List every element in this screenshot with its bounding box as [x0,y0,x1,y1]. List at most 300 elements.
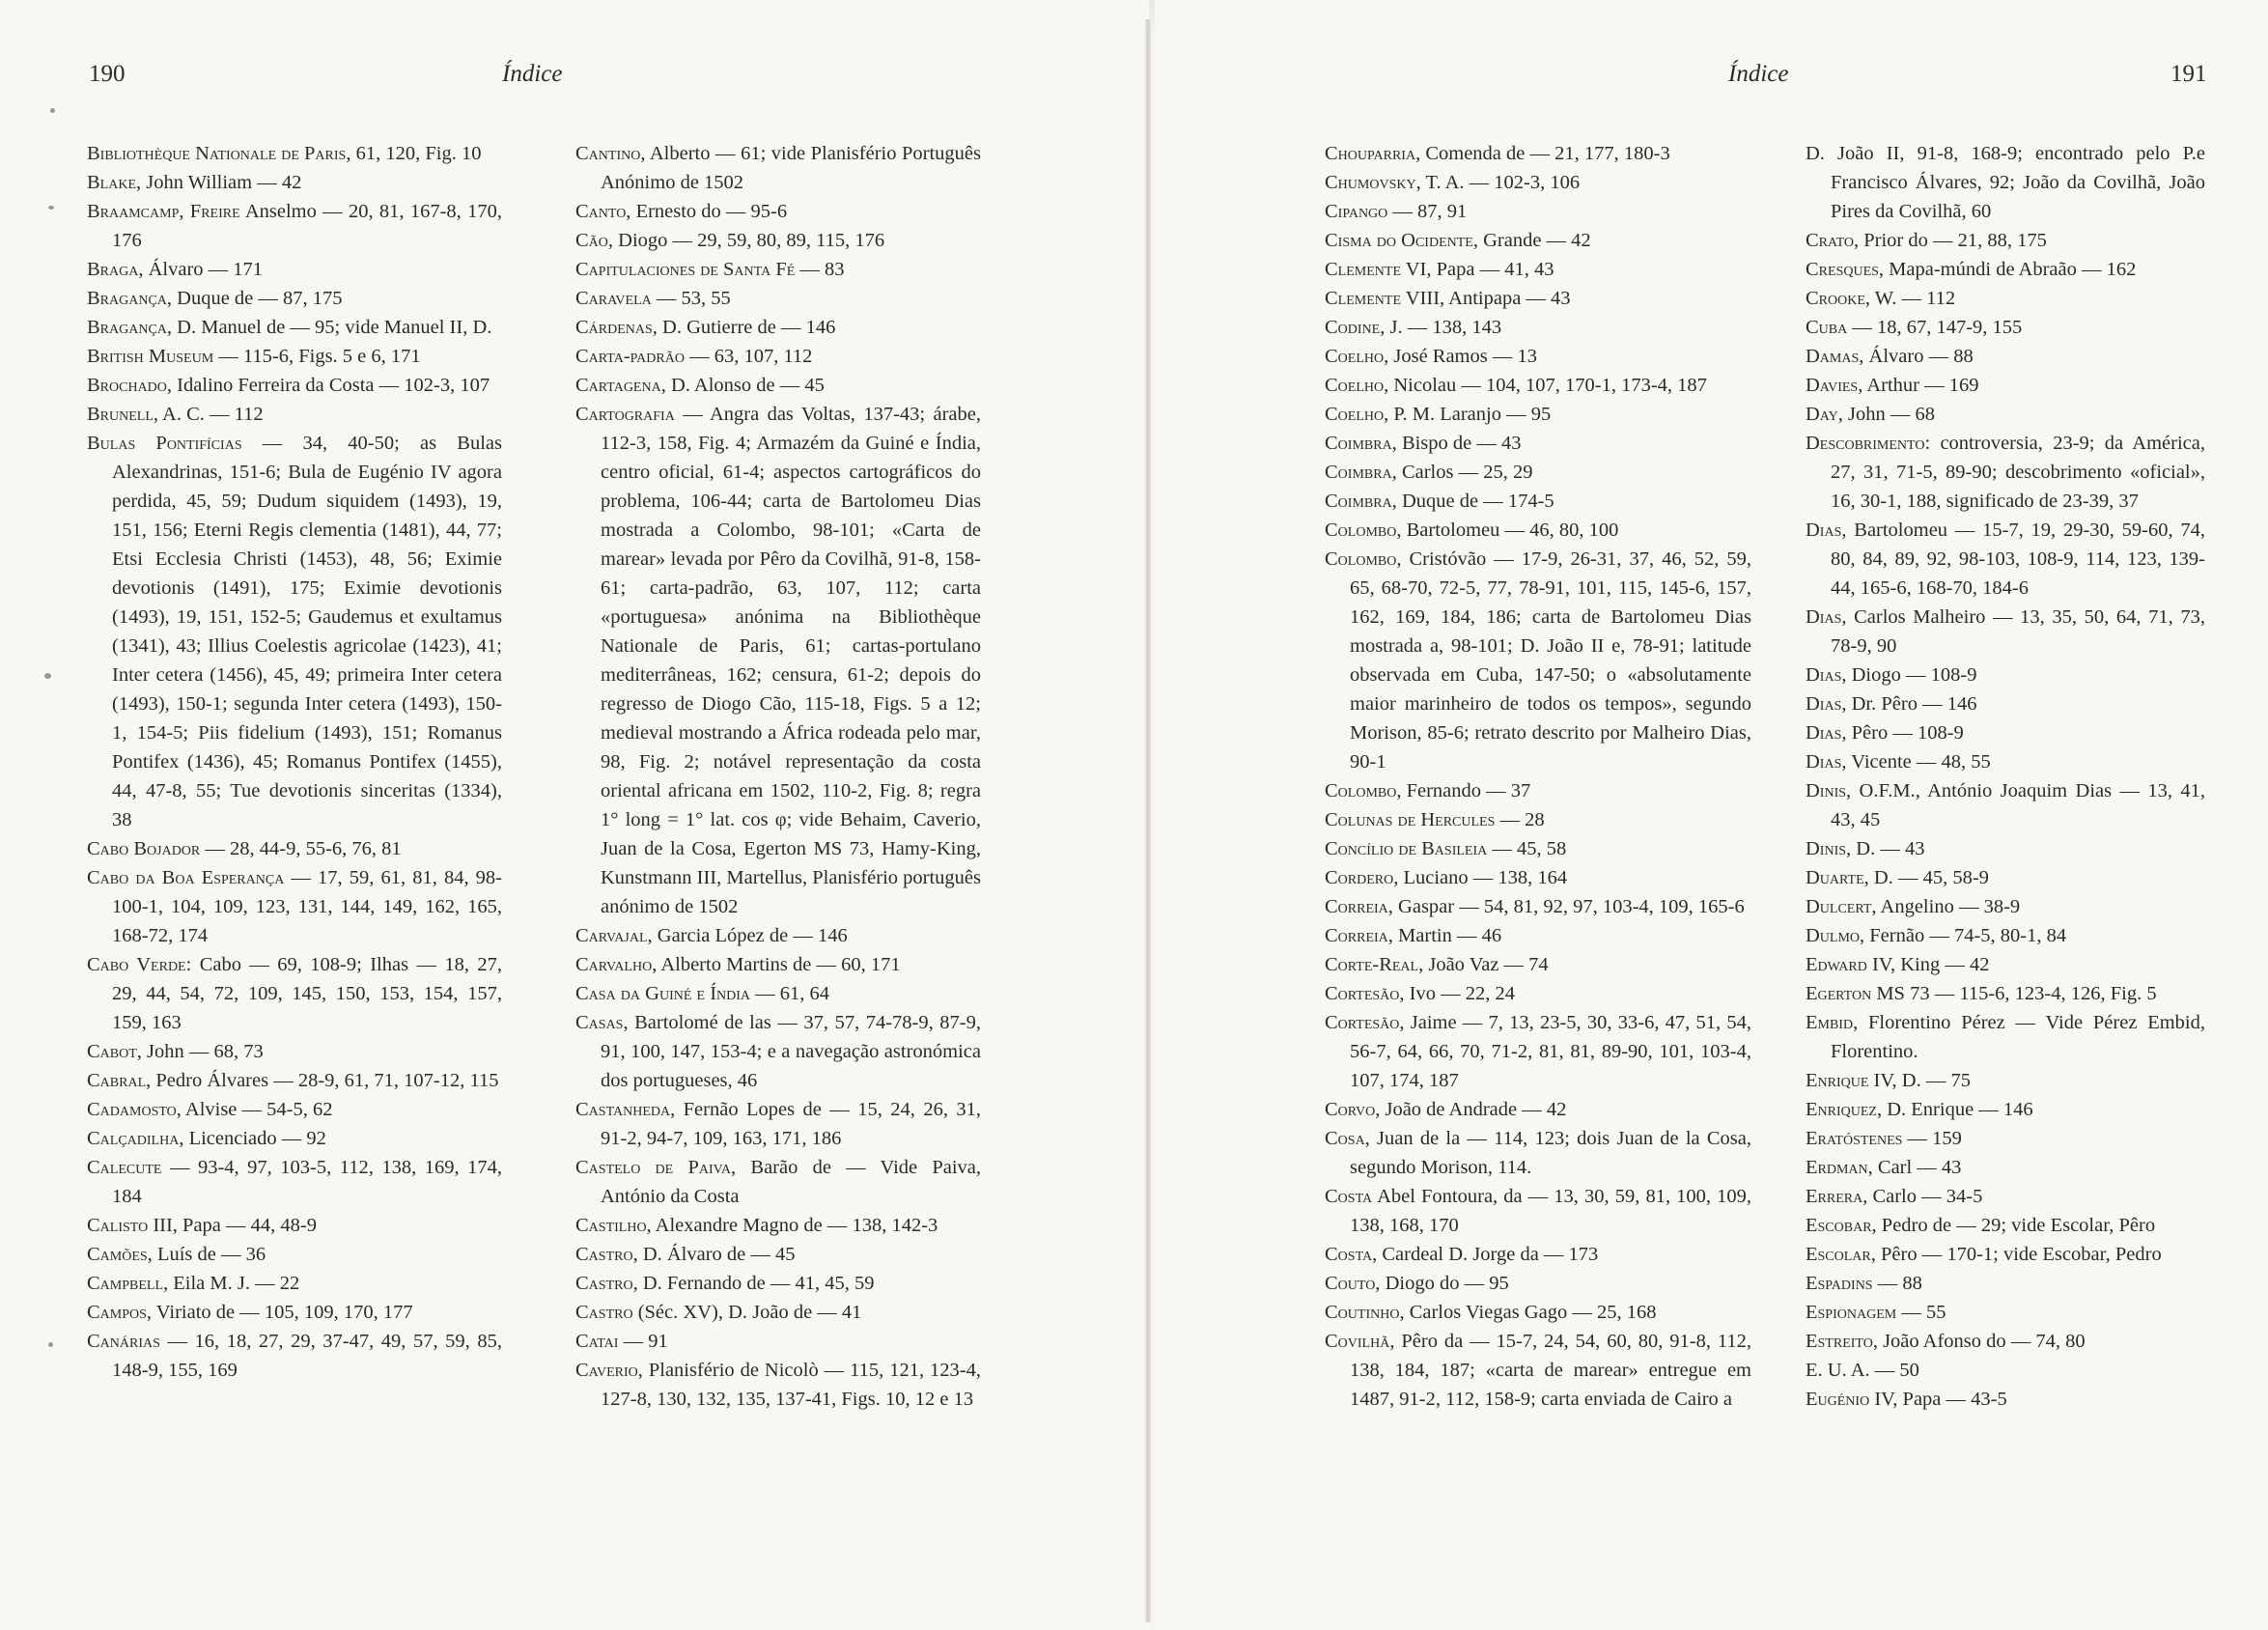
index-references: D. Alonso de — 45 [665,375,825,396]
index-heading: Day, [1806,404,1843,425]
index-references: Cabo — 69, 108-9; Ilhas — 18, 27, 29, 44, 54, 72, 109, 145, 150, 153, 154, 157, 159, 163 [112,954,502,1033]
index-heading: Campos, [87,1302,153,1323]
index-heading: Davies, [1806,375,1863,396]
index-heading: Bibliothèque Nationale de Paris, [87,143,351,164]
index-references: Pedro de — 29; vide Escolar, Pêro [1876,1215,2156,1236]
index-references: Angelino — 38-9 [1876,896,2021,917]
index-entry [1806,1182,2205,1211]
index-references: Álvaro — 171 [143,259,264,280]
index-entry [87,1066,502,1095]
index-entry [1806,1298,2205,1327]
index-references: Idalino Ferreira da Costa — 102-3, 107 [172,375,490,396]
index-entry [87,1269,502,1298]
index-heading: Castro, [575,1273,638,1294]
index-references: W. — 112 [1870,288,1956,309]
index-references: IV, D. — 75 [1868,1070,1971,1091]
index-heading: Dias, [1806,722,1847,744]
index-references: — 159 [1902,1128,1962,1149]
index-heading: Coelho, [1325,346,1389,367]
index-references: T. A. — 102-3, 106 [1420,172,1581,193]
index-entry [1325,1240,1751,1269]
index-heading: Cuba [1806,317,1848,338]
index-references: Planisfério de Nicolò — 115, 121, 123-4, 127-8, 130, 132, 135, 137-41, Figs. 10, 12 e 13 [601,1360,981,1410]
index-heading: Brochado, [87,375,173,396]
index-references: — 28, 44-9, 55-6, 76, 81 [200,838,402,859]
index-heading: Coutinho, [1325,1302,1405,1323]
index-entry [1325,863,1751,892]
index-heading: Colombo, [1325,548,1402,570]
index-entry [1806,1008,2205,1066]
index-entry [87,168,502,197]
index-references: Dr. Pêro — 146 [1846,693,1977,715]
index-heading: Coimbra, [1325,491,1397,512]
index-heading: Campbell, [87,1273,169,1294]
index-references: Carlo — 34-5 [1867,1186,1983,1207]
index-entry [1806,834,2205,863]
index-references: Pêro — 108-9 [1846,722,1964,744]
index-entry [1806,921,2205,950]
index-references: (Séc. XV), D. João de — 41 [632,1302,862,1323]
index-references: P. M. Laranjo — 95 [1388,404,1552,425]
index-heading: Concílio de Basileia [1325,838,1488,859]
index-heading: Dinis, [1806,780,1852,801]
index-entry [575,371,981,400]
index-entry [1806,342,2205,371]
index-entry [1806,255,2205,284]
index-heading: Coimbra, [1325,462,1397,483]
index-references: João de Andrade — 42 [1380,1099,1567,1120]
index-heading: Edward [1806,954,1867,975]
index-references: Juan de la — 114, 123; dois Juan de la Cosa, segundo Morison, 114. [1350,1128,1751,1178]
index-references: MS 73 — 115-6, 123-4, 126, Fig. 5 [1871,983,2157,1004]
index-heading: Bulas Pontifícias [87,433,242,454]
index-entry [1325,371,1751,400]
index-entry [575,979,981,1008]
index-references: — 115-6, Figs. 5 e 6, 171 [213,346,421,367]
index-entry [1806,747,2205,776]
index-heading: Espionagem [1806,1302,1897,1323]
index-references: O.F.M., António Joaquim Dias — 13, 41, 43, 45 [1831,780,2205,830]
index-references: Ernesto do — 95-6 [630,201,788,222]
index-entry [87,1037,502,1066]
index-entry [575,921,981,950]
index-references: IV, King — 42 [1866,954,1990,975]
index-entry [1806,1095,2205,1124]
index-entry [575,1240,981,1269]
index-references: Mapa-múndi de Abraão — 162 [1884,259,2137,280]
index-references: Carl — 43 [1872,1157,1962,1178]
index-entry [1325,834,1751,863]
index-references: Alvise — 54-5, 62 [181,1099,333,1120]
index-entry [1806,1356,2205,1385]
index-entry [1325,979,1751,1008]
index-entry [1325,168,1751,197]
index-entry [1325,805,1751,834]
index-heading: Braga, [87,259,144,280]
index-entry [87,255,502,284]
index-heading: Caravela [575,288,652,309]
index-references: Viriato de — 105, 109, 170, 177 [152,1302,413,1323]
index-heading: Couto, [1325,1273,1381,1294]
index-references: Martin — 46 [1392,925,1502,946]
index-references: Prior do — 21, 88, 175 [1859,230,2047,251]
index-heading: Cordero, [1325,867,1399,888]
index-heading: Colombo, [1325,520,1402,541]
index-heading: Covilhã, [1325,1331,1395,1352]
index-references: — 83 [795,259,845,280]
index-heading: Casas, [575,1012,629,1033]
index-column-2 [575,139,981,1414]
index-entry [1325,429,1751,458]
index-entry [1325,1124,1751,1182]
index-heading: Castanheda, [575,1099,676,1120]
index-entry [1325,545,1751,776]
index-references: D. Álvaro de — 45 [637,1244,796,1265]
index-entry [87,1240,502,1269]
index-entry [575,1327,981,1356]
index-heading: Coelho, [1325,404,1389,425]
index-heading: Dulcert, [1806,896,1877,917]
index-entry [575,197,981,226]
index-heading: Chouparria, [1325,143,1421,164]
book-gutter [1145,19,1151,1622]
index-heading: Cão, [575,230,614,251]
index-references: — 34, 40-50; as Bulas Alexandrinas, 151-6; Bula de Eugénio IV agora perdida, 45, 59; Dudum siquidem (1493), 19, 151, 156; Eterni Regis clementia (1481), 44, 77; Etsi Ecclesia Christi (1453), 48, 56; Eximie devotionis (1491), 175; Eximie devotionis (1493), 19, 151, 152-5; Gaudemus et exultamus (1341), 43; Illius Coelestis agricolae (1423), 41; Inter cetera (1456), 45, 49; primeira Inter cetera (1493), 150-1; segunda Inter cetera (1493), 150-1, 154-5; Piis fidelium (1493), 151; Romanus Pontifex (1436), 45; Romanus Pontifex (1455), 44, 47-8, 55; Tue devotionis sinceritas (1334), 38 [112,433,502,830]
index-entry [87,313,502,342]
scan-speck [44,673,51,679]
index-heading: Capitulaciones de Santa Fé [575,259,796,280]
index-entry [1806,139,2205,226]
index-references: Eila M. J. — 22 [168,1273,300,1294]
index-heading: Damas, [1806,346,1864,367]
index-references: D. Enrique — 146 [1882,1099,2033,1120]
index-entry [575,226,981,255]
index-references: — 18, 67, 147-9, 155 [1847,317,2023,338]
index-heading: Blake, [87,172,142,193]
index-entry [1806,284,2205,313]
index-references: Diogo do — 95 [1380,1273,1509,1294]
index-entry [1806,371,2205,400]
index-references: VI, Papa — 41, 43 [1401,259,1554,280]
index-entry [575,255,981,284]
index-references: VIII, Antipapa — 43 [1401,288,1571,309]
index-heading: Crooke, [1806,288,1871,309]
index-entry [1806,1269,2205,1298]
index-references: Cardeal D. Jorge da — 173 [1377,1244,1599,1265]
index-heading: Cartografia [575,404,675,425]
index-heading: Canárias [87,1331,160,1352]
index-entry [1325,226,1751,255]
index-entry [575,1356,981,1414]
index-entry [1325,950,1751,979]
index-heading: Escobar, [1806,1215,1877,1236]
index-heading: Dias, [1806,664,1847,686]
index-entry [1325,1298,1751,1327]
index-references: Duque de — 87, 175 [172,288,343,309]
index-heading: Bragança, [87,317,173,338]
index-heading: Coimbra, [1325,433,1397,454]
index-heading: Cortesão, [1325,983,1405,1004]
index-references: J. — 138, 143 [1385,317,1502,338]
index-heading: Caverio, [575,1360,643,1381]
index-heading: Corvo, [1325,1099,1381,1120]
index-heading: Cabot, [87,1041,142,1062]
index-references: Cristóvão — 17-9, 26-31, 37, 46, 52, 59, 65, 68-70, 72-5, 77, 78-91, 101, 115, 145-6, 157, 162, 169, 184, 186; carta de Bartolomeu Dias mostrada a, 98-101; D. João II e, 78-91; latitude observada em Cuba, 147-50; o «absolutamente maior marinheiro de todos os tempos», segundo Morison, 85-6; retrato descrito por Malheiro Dias, 90-1 [1350,548,1751,773]
index-heading: British Museum [87,346,214,367]
index-references: — 93-4, 97, 103-5, 112, 138, 169, 174, 184 [112,1157,502,1207]
index-entry [575,1153,981,1211]
index-heading: Clemente [1325,259,1401,280]
index-references: Fernando — 37 [1401,780,1531,801]
index-references: — 28 [1495,809,1545,830]
index-heading: Castro, [575,1244,638,1265]
index-heading: Cosa, [1325,1128,1370,1149]
index-entry [1325,255,1751,284]
index-heading: Cabo da Boa Esperança [87,867,285,888]
index-references: Gaspar — 54, 81, 92, 97, 103-4, 109, 165-6 [1392,896,1745,917]
index-entry [87,197,502,255]
index-entry [575,1211,981,1240]
index-references: — 88 [1872,1273,1922,1294]
index-heading: Calçadilha, [87,1128,184,1149]
index-entry [87,863,502,950]
index-heading: Casa da Guiné e Índia [575,983,751,1004]
index-references: — 17, 59, 61, 81, 84, 98-100-1, 104, 109, 123, 131, 144, 149, 162, 165, 168-72, 174 [112,867,503,946]
index-heading: Brunell, [87,404,159,425]
index-references: — 53, 55 [651,288,731,309]
index-heading: Castro [575,1302,633,1323]
index-heading: Codine, [1325,317,1386,338]
scan-speck [48,1342,53,1347]
index-references: Fernão Lopes de — 15, 24, 26, 31, 91-2, 94-7, 109, 163, 171, 186 [601,1099,981,1149]
index-references: — 50 [1869,1360,1919,1381]
index-column-3 [1325,139,1751,1414]
index-references: Florentino Pérez — Vide Pérez Embid, Florentino. [1831,1012,2205,1062]
index-references: — 45, 58 [1487,838,1567,859]
index-heading: Egerton [1806,983,1872,1004]
index-heading: Canto, [575,201,631,222]
index-entry [87,371,502,400]
right-page [1155,0,2268,1630]
index-entry [575,342,981,371]
index-references: Jaime — 7, 13, 23-5, 30, 33-6, 47, 51, 54, 56-7, 64, 66, 70, 71-2, 81, 81, 89-90, 101, 103-4, 107, 174, 187 [1350,1012,1751,1091]
index-entry [87,284,502,313]
index-heading: Cortesão, [1325,1012,1405,1033]
scan-speck [50,108,55,113]
index-entry [1325,487,1751,516]
index-references: John — 68 [1842,404,1935,425]
index-column-4 [1806,139,2205,1414]
index-heading: Costa [1325,1186,1373,1207]
index-heading: Enriquez, [1806,1099,1883,1120]
index-heading: Espadins [1806,1273,1873,1294]
index-entry [1806,1327,2205,1356]
index-references: John William — 42 [141,172,302,193]
index-heading: Cabo Verde: [87,954,192,975]
index-entry [1325,458,1751,487]
index-entry [1806,1240,2205,1269]
index-references: Carlos Viegas Gago — 25, 168 [1404,1302,1657,1323]
index-heading: Crato, [1806,230,1860,251]
index-heading: Dias, [1806,520,1847,541]
index-heading: Dinis, [1806,838,1852,859]
index-heading: Colombo, [1325,780,1402,801]
running-title-right: Índice [1728,61,1789,87]
index-entry [575,1269,981,1298]
index-references: — Angra das Voltas, 137-43; árabe, 112-3, 158, Fig. 4; Armazém da Guiné e Índia, centro oficial, 61-4; aspectos cartográficos do problema, 106-44; carta de Bartolomeu Dias mostrada a Colombo, 98-101; «Carta de marear» levada por Pêro da Covilhã, 91-8, 158-61; carta-padrão, 63, 107, 112; carta «portuguesa» anónima na Bibliothèque Nationale de Paris, 61; cartas-portulano mediterrâneas, 162; censura, 61-2; depois do regresso de Diogo Cão, 115-18, Figs. 5 a 12; medieval mostrando a África rodeada pelo mar, 98, Fig. 2; notável representação da costa oriental africana em 1502, 110-2, Fig. 8; regra 1° long = 1° lat. cos φ; vide Behaim, Caverio, Juan de la Cosa, Egerton MS 73, Hamy-King, Kunstmann III, Martellus, Planisfério português anónimo de 1502 [601,404,981,917]
index-references: Bartolomé de las — 37, 57, 74-78-9, 87-9, 91, 100, 147, 153-4; e a navegação astronómica dos portugueses, 46 [601,1012,981,1091]
index-references: Anselmo — 20, 81, 167-8, 170, 176 [112,201,502,251]
index-references: João Vaz — 74 [1423,954,1549,975]
index-entry [1806,603,2205,660]
index-entry [1325,776,1751,805]
index-entry [575,1008,981,1095]
index-heading: Camões, [87,1244,153,1265]
index-entry [1806,226,2205,255]
index-references: Luciano — 138, 164 [1398,867,1568,888]
index-entry [1325,400,1751,429]
index-entry [1806,950,2205,979]
index-entry [87,139,502,168]
index-heading: Catai [575,1331,619,1352]
index-entry [1806,689,2205,718]
index-entry [87,950,502,1037]
index-entry [1325,1095,1751,1124]
index-entry [1325,197,1751,226]
index-references: Grande — 42 [1477,230,1591,251]
index-heading: Cipango [1325,201,1388,222]
index-entry [1806,1066,2205,1095]
index-entry [87,400,502,429]
index-references: Comenda de — 21, 177, 180-3 [1420,143,1670,164]
index-heading: Braamcamp, Freire [87,201,240,222]
index-entry [575,313,981,342]
index-heading: Enrique [1806,1070,1869,1091]
index-heading: Clemente [1325,288,1401,309]
index-heading: Castelo de Paiva, [575,1157,737,1178]
index-heading: Colunas de Hercules [1325,809,1496,830]
index-heading: Eratóstenes [1806,1128,1903,1149]
index-entry [1325,1327,1751,1414]
index-heading: Costa, [1325,1244,1378,1265]
index-heading: Dias, [1806,606,1847,628]
index-entry [575,950,981,979]
index-heading: Erdman, [1806,1157,1873,1178]
index-heading: Correia, [1325,896,1393,917]
index-references: Bispo de — 43 [1396,433,1522,454]
index-references: Fernão — 74-5, 80-1, 84 [1864,925,2067,946]
index-entry [1325,313,1751,342]
index-references: Pedro Álvares — 28-9, 61, 71, 107-12, 115 [151,1070,499,1091]
index-entry [1806,313,2205,342]
index-references: Pêro — 170-1; vide Escobar, Pedro [1875,1244,2162,1265]
index-references: Diogo — 29, 59, 80, 89, 115, 176 [613,230,885,251]
index-heading: Cisma do Ocidente, [1325,230,1478,251]
index-entry [87,1298,502,1327]
index-references: D. Gutierre de — 146 [657,317,836,338]
index-entry [87,1095,502,1124]
index-entry [1806,1124,2205,1153]
index-heading: Cárdenas, [575,317,658,338]
index-entry [1325,921,1751,950]
index-entry [1806,892,2205,921]
index-heading: Castilho, [575,1215,652,1236]
index-references: Carlos — 25, 29 [1396,462,1533,483]
index-entry [575,1298,981,1327]
index-heading: Cartagena, [575,375,666,396]
index-references: — 16, 18, 27, 29, 37-47, 49, 57, 59, 85, 148-9, 155, 169 [112,1331,502,1381]
index-entry [1325,342,1751,371]
index-heading: Embid, [1806,1012,1859,1033]
index-references: A. C. — 112 [158,404,264,425]
index-heading: Cantino, [575,143,646,164]
index-references: Abel Fontoura, da — 13, 30, 59, 81, 100, 109, 138, 168, 170 [1350,1186,1751,1236]
index-references: D. — 43 [1851,838,1925,859]
index-heading: Escolar, [1806,1244,1876,1265]
index-entry [87,1124,502,1153]
page-number-right: 191 [2170,61,2207,87]
index-entry [1806,400,2205,429]
index-heading: Calecute [87,1157,162,1178]
index-entry [1325,284,1751,313]
index-heading: Duarte, [1806,867,1869,888]
index-heading: Calisto [87,1215,149,1236]
index-entry [1806,429,2205,516]
index-heading: Cadamosto, [87,1099,182,1120]
index-heading: Carta-padrão [575,346,685,367]
index-references: — 87, 91 [1387,201,1468,222]
index-entry [575,1095,981,1153]
index-entry [87,1211,502,1240]
index-entry [1325,1182,1751,1240]
index-references: — 61, 64 [750,983,830,1004]
index-references: Garcia López de — 146 [652,925,848,946]
index-references: Álvaro — 88 [1863,346,1974,367]
index-heading: Cabral, [87,1070,152,1091]
index-references: Ivo — 22, 24 [1404,983,1515,1004]
index-references: Alexandre Magno de — 138, 142-3 [651,1215,938,1236]
index-heading: Dias, [1806,693,1847,715]
index-entry [1806,718,2205,747]
index-references: Bartolomeu — 46, 80, 100 [1401,520,1619,541]
index-heading: Chumovsky, [1325,172,1421,193]
index-heading: Eugénio [1806,1389,1870,1410]
index-references: Diogo — 108-9 [1846,664,1977,686]
index-entry [87,834,502,863]
index-references: Luís de — 36 [152,1244,266,1265]
index-references: controversia, 23-9; da América, 27, 31, 71-5, 89-90; descobrimento «oficial», 16, 30-1, 188, significado de 23-39, 37 [1831,433,2205,512]
index-references: Alberto Martins de — 60, 171 [657,954,901,975]
index-references: Duque de — 174-5 [1396,491,1554,512]
index-entry [1806,1385,2205,1414]
index-entry [1325,1269,1751,1298]
index-entry [1806,863,2205,892]
index-heading: Estreito, [1806,1331,1878,1352]
index-entry [87,429,502,834]
index-heading: Cabo Bojador [87,838,201,859]
index-heading: Dias, [1806,751,1847,773]
index-references: Pêro da — 15-7, 24, 54, 60, 80, 91-8, 112, 138, 184, 187; «carta de marear» entregue em 1487, 91-2, 112, 158-9; carta enviada de Cairo a [1350,1331,1751,1410]
index-references: III, Papa — 44, 48-9 [148,1215,317,1236]
index-entry [1325,892,1751,921]
index-entry [87,1153,502,1211]
index-entry [87,342,502,371]
scan-speck [48,206,54,210]
index-heading: Correia, [1325,925,1393,946]
index-references: Arthur — 169 [1862,375,1979,396]
index-entry [87,1327,502,1385]
index-entry [1325,139,1751,168]
